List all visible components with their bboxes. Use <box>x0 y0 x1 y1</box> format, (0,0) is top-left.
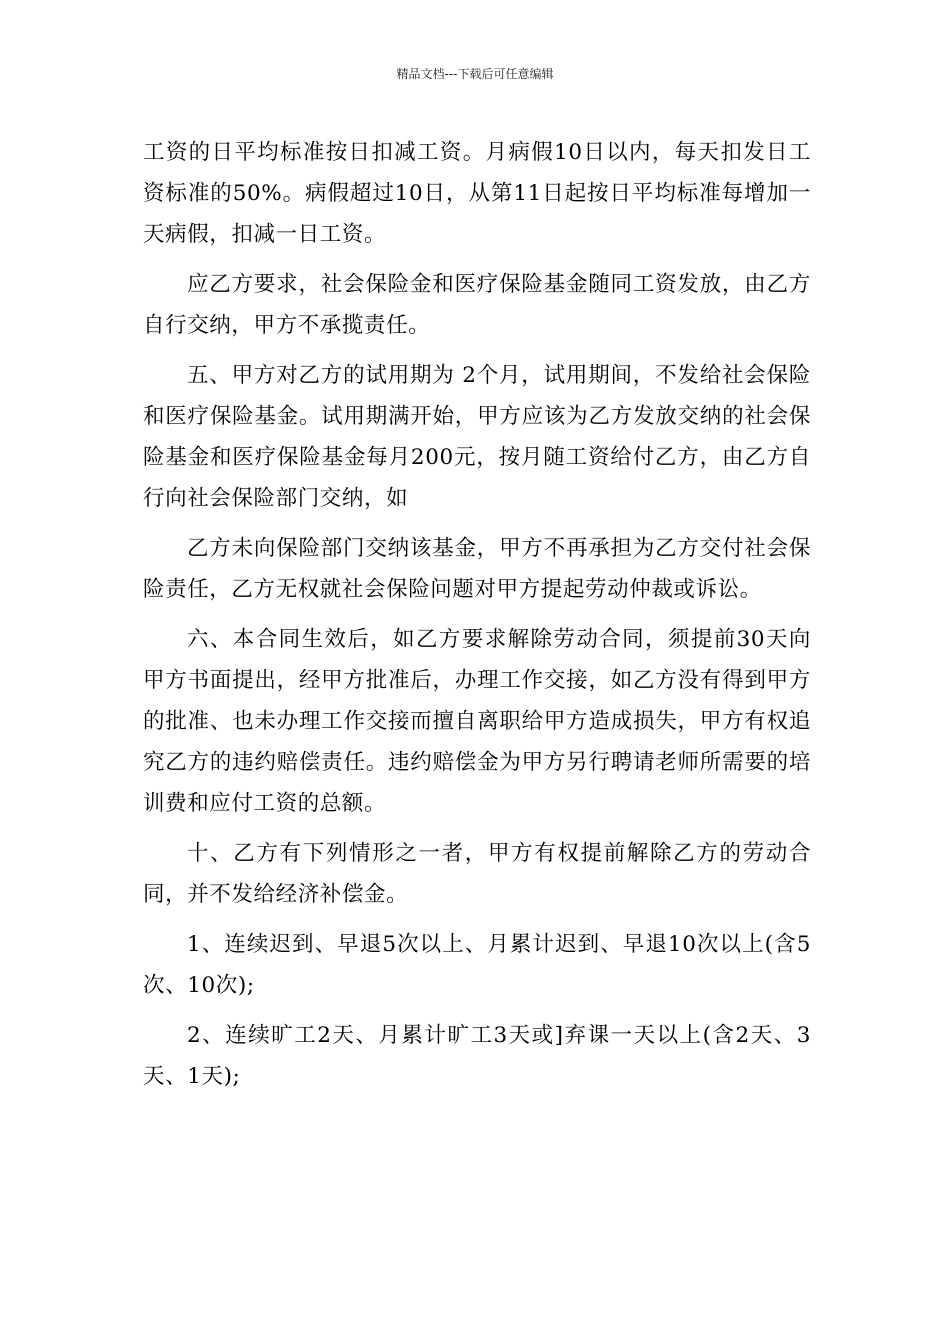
paragraph-6: 十、乙方有下列情形之一者，甲方有权提前解除乙方的劳动合同，并不发给经济补偿金。 <box>143 841 811 907</box>
paragraph-1: 工资的日平均标准按日扣减工资。月病假10日以内，每天扣发日工资标准的50%。病假超过10日，从第11日起按日平均标准每增加一天病假，扣减一日工资。 <box>143 140 811 247</box>
paragraph-4: 乙方未向保险部门交纳该基金，甲方不再承担为乙方交付社会保险责任，乙方无权就社会保险问题对甲方提起劳动仲裁或诉讼。 <box>143 536 811 602</box>
document-body <box>143 132 811 1106</box>
paragraph-7: 1、连续迟到、早退5次以上、月累计迟到、早退10次以上(含5次、10次); <box>143 932 811 998</box>
paragraph-2: 应乙方要求，社会保险金和医疗保险基金随同工资发放，由乙方自行交纳，甲方不承揽责任。 <box>143 272 811 338</box>
paragraph-3: 五、甲方对乙方的试用期为 2个月，试用期间，不发给社会保险和医疗保险基金。试用期满开始，甲方应该为乙方发放交纳的社会保险基金和医疗保险基金每月200元，按月随工资给付乙方，由乙方自行向社会保险部门交纳，如 <box>143 363 811 511</box>
paragraph-8: 2、连续旷工2天、月累计旷工3天或]弃课一天以上(含2天、3天、1天); <box>143 1023 811 1089</box>
paragraph-5: 六、本合同生效后，如乙方要求解除劳动合同，须提前30天向甲方书面提出，经甲方批准后，办理工作交接，如乙方没有得到甲方的批准、也未办理工作交接而擅自离职给甲方造成损失，甲方有权追究乙方的违约赔偿责任。违约赔偿金为甲方另行聘请老师所需要的培训费和应付工资的总额。 <box>143 627 811 816</box>
page-header: 精品文档---下载后可任意编辑 <box>396 67 554 81</box>
